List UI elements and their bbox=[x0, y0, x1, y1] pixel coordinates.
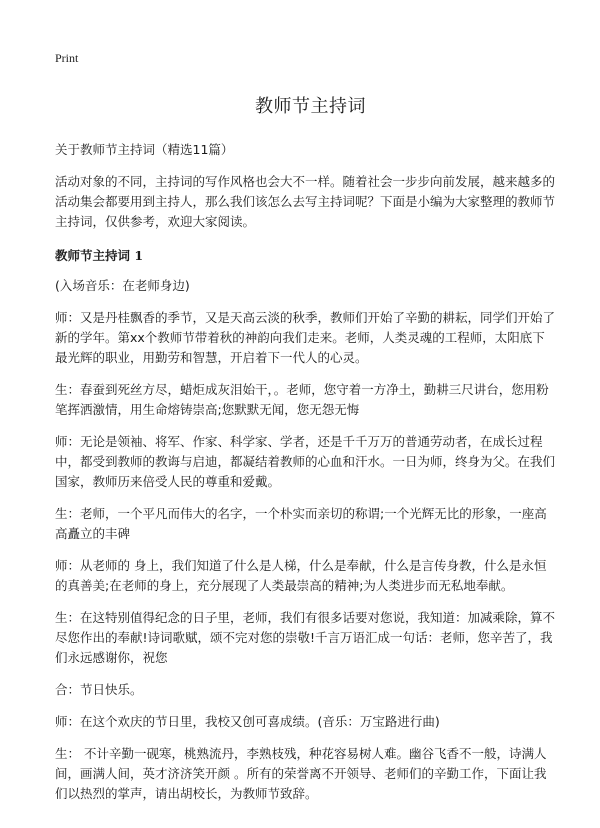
paragraph: 师：又是丹桂飘香的季节，又是天高云淡的秋季，教师们开始了辛勤的耕耘，同学们开始了新的学年。第xx个教师节带着秋的神韵向我们走来。老师，人类灵魂的工程师，太阳底下最光辉的职业，用勤劳和智慧，开启着下一代人的心灵。 bbox=[55, 310, 556, 365]
paragraph: 生： 不计辛勤一砚寒，桃熟流丹，李熟枝残，种花容易树人难。幽谷飞香不一般，诗满人间，画满人间，英才济济笑开颜 。所有的荣誉离不开领导、老师们的辛勤工作，下面让我们以热烈的掌声，请出胡校长，为教师节致辞。 bbox=[55, 746, 547, 801]
paragraph: 生：老师，一个平凡而伟大的名字，一个朴实而亲切的称谓;一个光辉无比的形象，一座高高矗立的丰碑 bbox=[55, 506, 547, 541]
paragraph: 师：无论是领袖、将军、作家、科学家、学者，还是千千万万的普通劳动者，在成长过程中，都受到教师的教诲与启迪，都凝结着教师的心血和汗水。一日为师，终身为父。在我们国家，教师历来倍受人民的尊重和爱戴。 bbox=[55, 434, 556, 489]
article-subtitle: 关于教师节主持词（精选11篇） bbox=[55, 142, 234, 157]
intro-paragraph: 活动对象的不同，主持词的写作风格也会大不一样。随着社会一步步向前发展，越来越多的活动集会都要用到主持人，那么我们该怎么去写主持词呢？下面是小编为大家整理的教师节主持词，仅供参考，欢迎大家阅读。 bbox=[55, 174, 556, 229]
print-link[interactable]: Print bbox=[55, 51, 79, 65]
paragraph: 合：节日快乐。 bbox=[55, 682, 143, 697]
page-title: 教师节主持词 bbox=[255, 96, 366, 117]
paragraph: 师：在这个欢庆的节日里，我校又创可喜成绩。(音乐：万宝路进行曲) bbox=[55, 714, 440, 729]
paragraph: (入场音乐：在老师身边) bbox=[55, 278, 190, 293]
paragraph: 生：春蚕到死丝方尽，蜡炬成灰泪始干，。老师，您守着一方净土，勤耕三尺讲台，您用粉笔挥洒激情，用生命熔铸崇高;您默默无闻，您无怨无悔 bbox=[55, 382, 549, 417]
paragraph: 生：在这特别值得纪念的日子里，老师，我们有很多话要对您说，我知道：加减乘除，算不尽您作出的奉献!诗词歌赋，颂不完对您的崇敬!千言万语汇成一句话：老师，您辛苦了，我们永远感谢你，祝您 bbox=[55, 610, 556, 665]
section-heading: 教师节主持词 1 bbox=[55, 248, 144, 263]
paragraph: 师：从老师的 身上，我们知道了什么是人梯，什么是奉献，什么是言传身教，什么是永恒的真善美;在老师的身上，充分展现了人类最崇高的精神;为人类进步而无私地奉献。 bbox=[55, 558, 547, 593]
